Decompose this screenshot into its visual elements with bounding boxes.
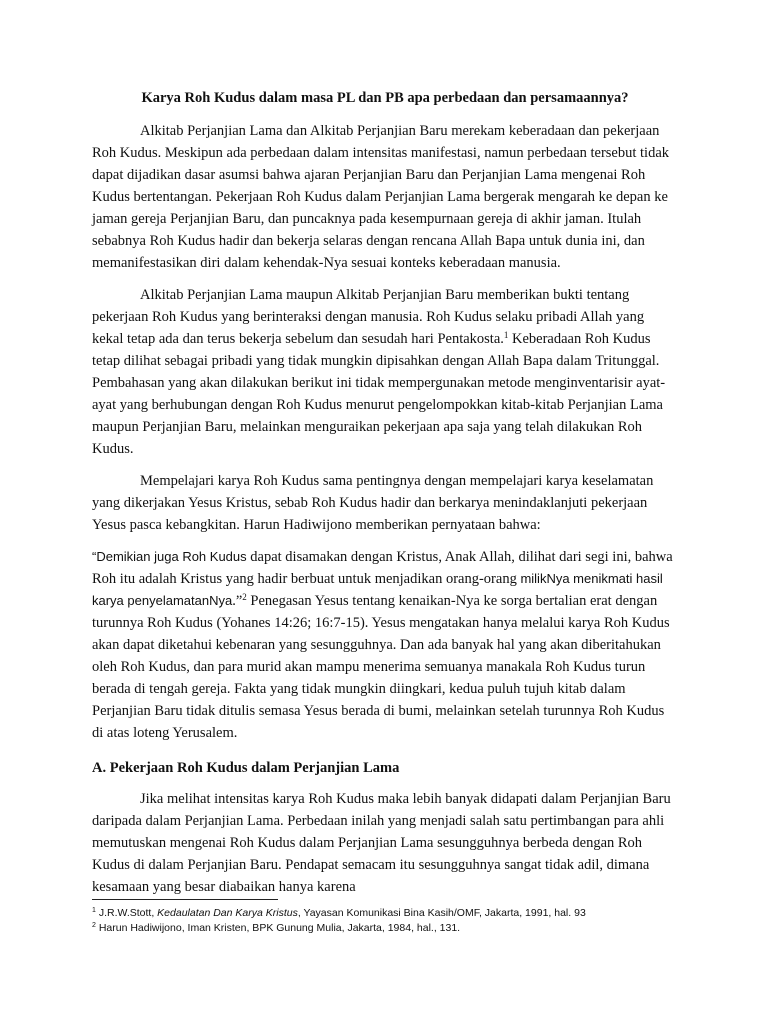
footnote-1-text-a: J.R.W.Stott, [95,907,158,919]
quote-open-text: “Demikian juga Roh Kudus [92,549,247,564]
paragraph-quote [92,546,678,744]
paragraph-3: Mempelajari karya Roh Kudus sama pentingnya dengan mempelajari karya keselamatan yang dikerjakan Yesus Kristus, sebab Roh Kudus hadir dan berkarya menindaklanjuti pekerjaan Yesus pasca kebangkitan. Harun Hadiwijono memberikan pernyataan bahwa: [92,473,654,533]
footnote-1 [92,906,692,921]
quote-close: .” [232,593,243,609]
paragraph-2-text-b: Keberadaan Roh Kudus tetap dilihat sebagai pribadi yang tidak mungkin dipisahkan dengan Allah Bapa dalam Tritunggal. Pembahasan yang akan dilakukan berikut ini tidak mempergunakan metode menginventarisir ayat-ayat yang berhubungan dengan Roh Kudus menurut pengelompokkan kitab-kitab Perjanjian Lama maupun Perjanjian Baru, melainkan menguraikan pekerjaan apa saja yang telah dilakukan Roh Kudus. [92,331,666,457]
footnote-divider [92,899,278,900]
footnotes [92,906,692,936]
document-title: Karya Roh Kudus dalam masa PL dan PB apa perbedaan dan persamaannya? [141,90,629,106]
footnote-2 [92,921,692,936]
quote-text-b: milikNya menikmati hasil karya penyelamatanNya [92,571,663,608]
footnote-1-text-b: , Yayasan Komunikasi Bina Kasih/OMF, Jakarta, 1991, hal. 93 [297,907,586,919]
document-body [92,88,678,908]
footnote-2-text: Harun Hadiwijono, Iman Kristen, BPK Gunung Mulia, Jakarta, 1984, hal., 131. [95,922,461,934]
paragraph-2 [92,284,678,460]
footnote-1-number: 1 [92,907,96,914]
quote-text-a: dapat disamakan dengan Kristus, Anak Allah, dilihat dari segi ini, bahwa Roh itu adalah Kristus yang hadir berbuat untuk menjadikan orang-orang [92,549,673,587]
footnote-2-number: 2 [92,922,96,929]
quote-rest-text: Penegasan Yesus tentang kenaikan-Nya ke sorga bertalian erat dengan turunnya Roh Kudus (Yohanes 14:26; 16:7-15). Yesus mengatakan hanya melalui karya Roh Kudus akan dapat diketahui kebenaran yang sesungguhnya. Dan ada banyak hal yang akan diberitahukan oleh Roh Kudus, dan para murid akan mampu menerima semuanya manakala Roh Kudus turun berada di tengah gereja. Fakta yang tidak mungkin diingkari, kedua puluh tujuh kitab dalam Perjanjian Baru tidak ditulis semasa Yesus berada di bumi, melainkan setelah turunnya Roh Kudus di atas loteng Yerusalem. [92,593,670,741]
section-heading-a: A. Pekerjaan Roh Kudus dalam Perjanjian Lama [92,760,400,776]
footnote-ref-1[interactable]: 1 [503,330,509,340]
paragraph-5: Jika melihat intensitas karya Roh Kudus maka lebih banyak didapati dalam Perjanjian Baru daripada dalam Perjanjian Lama. Perbedaan inilah yang menjadi salah satu pertimbangan para ahli memutuskan mengenai Roh Kudus dalam Perjanjian Lama sesungguhnya berbeda dengan Roh Kudus di dalam Perjanjian Baru. Pendapat semacam itu sesungguhnya sangat tidak adil, dimana kesamaan yang besar diabaikan hanya karena [92,791,671,895]
paragraph-2-text-a: Alkitab Perjanjian Lama maupun Alkitab Perjanjian Baru memberikan bukti tentang pekerjaan Roh Kudus yang berinteraksi dengan manusia. Roh Kudus selaku pribadi Allah yang kekal tetap ada dan terus bekerja sebelum dan sesudah hari Pentakosta. [92,287,645,347]
paragraph-1: Alkitab Perjanjian Lama dan Alkitab Perjanjian Baru merekam keberadaan dan pekerjaan Roh Kudus. Meskipun ada perbedaan dalam intensitas manifestasi, namun perbedaan tersebut tidak dapat dijadikan dasar asumsi bahwa ajaran Perjanjian Baru dan Perjanjian Lama mengenai Roh Kudus bertentangan. Pekerjaan Roh Kudus dalam Perjanjian Lama bergerak mengarah ke depan ke jaman gereja Perjanjian Baru, dan puncaknya pada kesempurnaan gereja di akhir jaman. Itulah sebabnya Roh Kudus hadir dan bekerja selaras dengan rencana Allah Bapa untuk dunia ini, dan memanifestasikan diri dalam kehendak-Nya sesuai konteks keberadaan manusia. [92,123,670,271]
footnote-1-book-title: Kedaulatan Dan Karya Kristus [157,907,298,919]
footnote-ref-2[interactable]: 2 [242,592,247,602]
